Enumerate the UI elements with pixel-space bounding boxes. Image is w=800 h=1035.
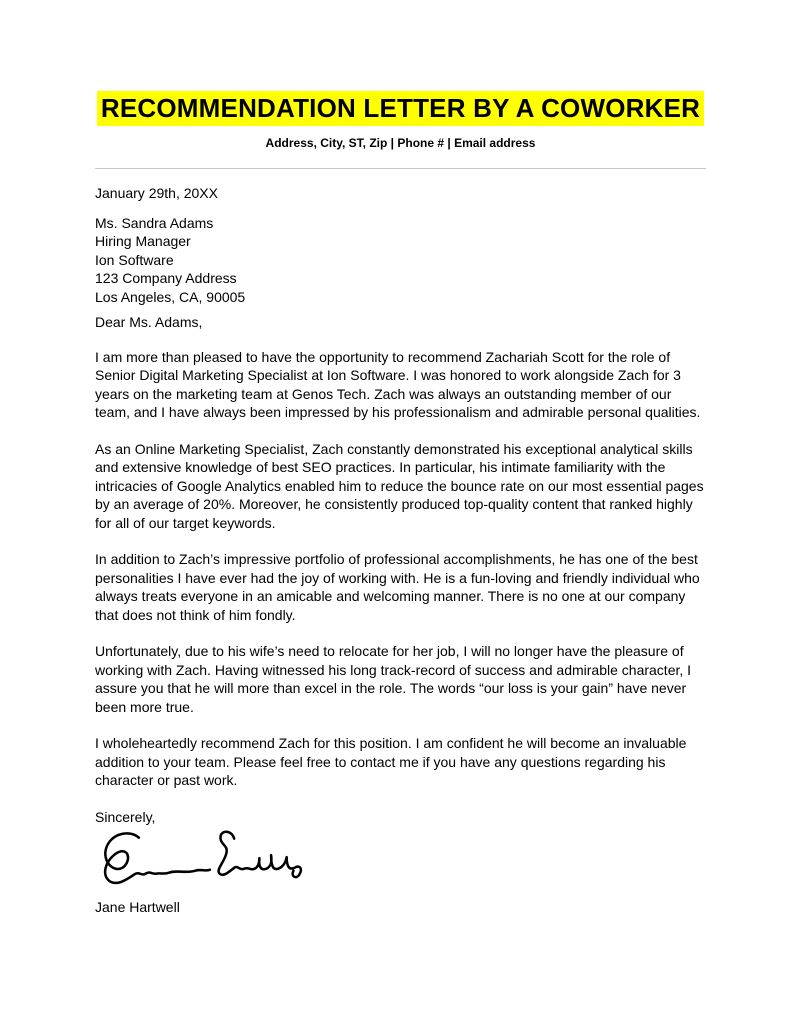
recipient-name: Ms. Sandra Adams bbox=[95, 214, 214, 231]
letter-date: January 29th, 20XX bbox=[95, 185, 218, 201]
paragraph-intro: I am more than pleased to have the opportunity to recommend Zachariah Scott for the role of Senior Digital Marketing Specialist at Ion Software. I was honored to work alongside Zach for 3 years on the marketing team at Genos Tech. Zach was always an outstanding member of our team, and I have always been impressed by his professionalism and admirable personal qualities. bbox=[95, 348, 701, 420]
header-divider bbox=[95, 168, 706, 169]
recipient-address: 123 Company Address bbox=[95, 270, 237, 286]
paragraph-skills: As an Online Marketing Specialist, Zach constantly demonstrated his exceptional analytical skills and extensive knowledge of best SEO practices. In particular, his intimate familiarity with the intricacies of Google Analytics enabled him to reduce the bounce rate on our most essential pages by an average of 20%. Moreover, he consistently produced top-quality content that ranked highly for all of our target keywords. bbox=[95, 440, 704, 531]
contact-info-line: Address, City, ST, Zip | Phone # | Email address bbox=[265, 136, 536, 150]
page-title: RECOMMENDATION LETTER BY A COWORKER bbox=[97, 91, 704, 126]
closing-salutation: Sincerely, bbox=[95, 808, 156, 825]
paragraph-personality: In addition to Zach’s impressive portfolio of professional accomplishments, he has one of the best personalities I have ever had the joy of working with. He is a fun-loving and friendly individual who always treats everyone in an amicable and welcoming manner. There is no one at our company that does not think of him fondly. bbox=[95, 551, 700, 623]
sender-name: Jane Hartwell bbox=[95, 899, 180, 915]
paragraph-departure: Unfortunately, due to his wife’s need to relocate for her job, I will no longer have the pleasure of working with Zach. Having witnessed his long track-record of success and admirable character, I assure you that he will more than excel in the role. The words “our loss is your gain” have never been more true. bbox=[95, 643, 692, 715]
signature-image bbox=[97, 826, 312, 896]
letter-body bbox=[95, 348, 706, 790]
recipient-city: Los Angeles, CA, 90005 bbox=[95, 288, 246, 305]
recipient-title: Hiring Manager bbox=[95, 233, 191, 249]
salutation: Dear Ms. Adams, bbox=[95, 314, 203, 330]
letter-header bbox=[95, 93, 706, 128]
paragraph-recommendation: I wholeheartedly recommend Zach for this position. I am confident he will become an invaluable addition to your team. Please feel free to contact me if you have any questions regarding his character or past work. bbox=[95, 735, 687, 788]
recipient-block bbox=[95, 214, 706, 307]
recipient-company: Ion Software bbox=[95, 251, 174, 268]
